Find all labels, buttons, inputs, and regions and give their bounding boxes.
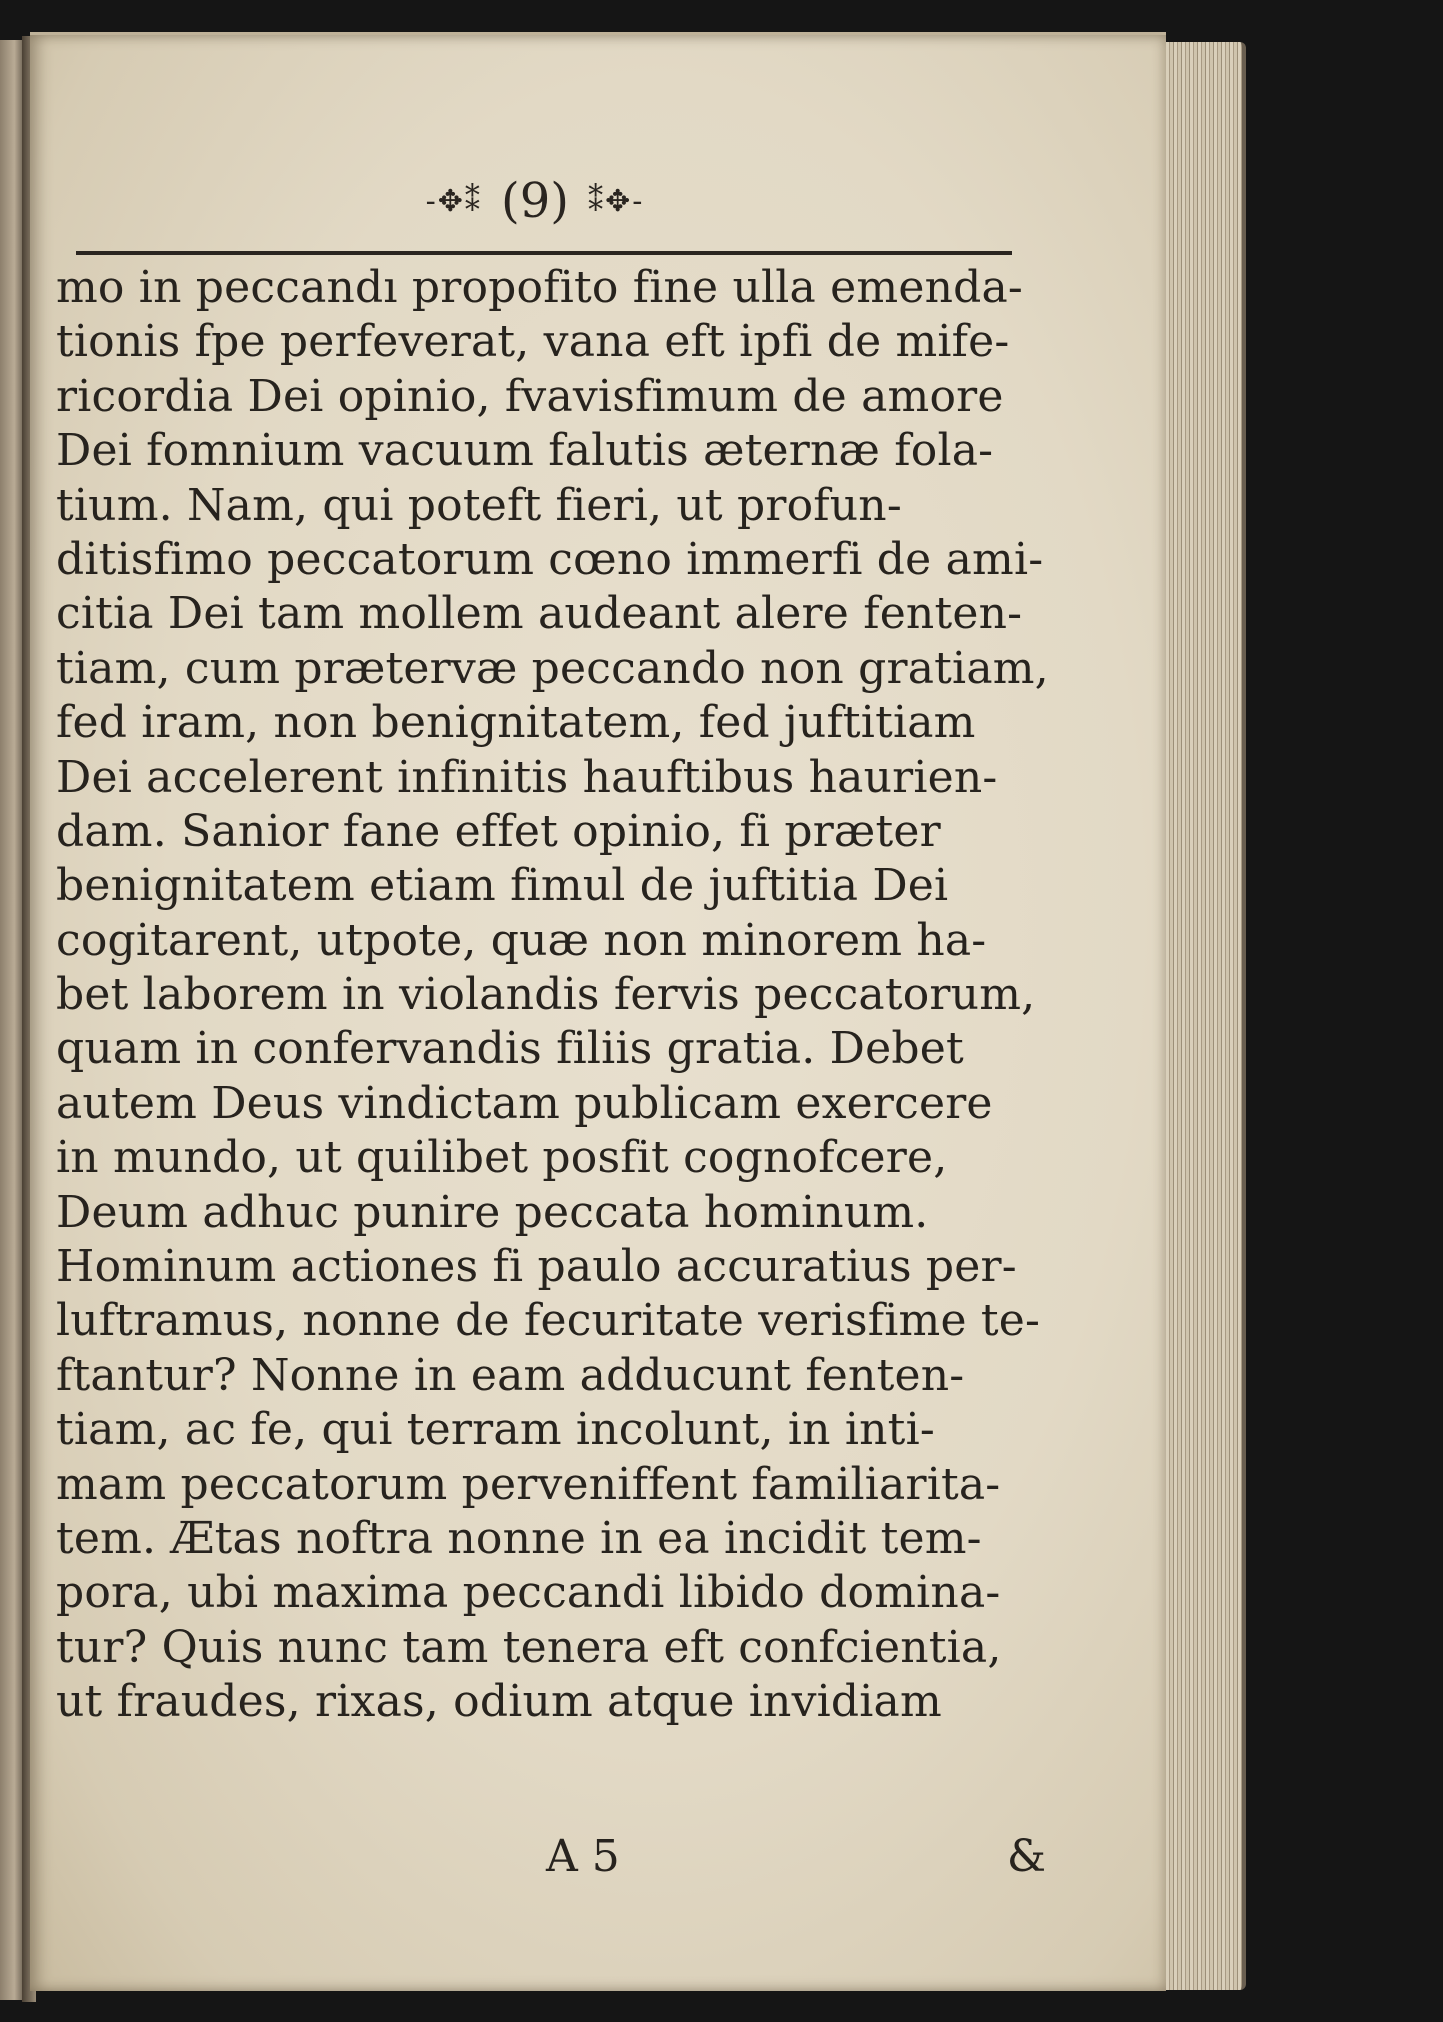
text-line: autem Deus vindictam publicam exercere — [56, 1077, 993, 1129]
text-line: dam. Sanior fane effet opinio, fi præter — [56, 805, 941, 857]
text-line: pora, ubi maxima peccandi libido domina- — [56, 1567, 1001, 1619]
text-line: Deum adhuc punire peccata hominum. — [56, 1186, 929, 1238]
text-line: tium. Nam, qui poteft fieri, ut profun- — [56, 479, 902, 531]
text-line: ricordia Dei opinio, fvavisfimum de amore — [56, 370, 1004, 422]
text-line: bet laborem in violandis fervis peccatorum, — [56, 969, 1036, 1021]
signature-mark: A 5 — [546, 1831, 620, 1882]
text-line: cogitarent, utpote, quæ non minorem ha- — [56, 914, 987, 966]
text-line: fed iram, non benignitatem, fed juftitiam — [56, 697, 976, 749]
text-line: mam peccatorum perveniffent familiarita- — [56, 1458, 1001, 1510]
text-line: ut fraudes, rixas, odium atque invidiam — [56, 1676, 942, 1728]
text-line: tionis fpe perfeverat, vana eft ipfi de mife- — [56, 316, 1010, 368]
page-number: (9) — [501, 173, 569, 229]
text-line: mo in peccandı propofito fine ulla emenda- — [56, 262, 1023, 313]
text-line: luftramus, nonne de fecuritate verisfime te- — [56, 1295, 1041, 1347]
running-header — [30, 173, 1040, 229]
text-line: tiam, ac fe, qui terram incolunt, in inti- — [56, 1404, 935, 1456]
text-line: Hominum actiones fi paulo accuratius per- — [56, 1241, 1017, 1293]
text-line: quam in confervandis filiis gratia. Debet — [56, 1023, 964, 1075]
text-line: in mundo, ut quilibet posfit cognofcere, — [56, 1132, 948, 1184]
text-line: tem. Ætas noftra nonne in ea incidit tem- — [56, 1512, 982, 1564]
text-line: ditisfimo peccatorum cœno immerfi de ami- — [56, 533, 1044, 585]
text-line: citia Dei tam mollem audeant alere fenten- — [56, 588, 1023, 640]
catchword: & — [1006, 1831, 1046, 1882]
text-line: ftantur? Nonne in eam adducunt fenten- — [56, 1349, 965, 1401]
text-line: Dei accelerent infinitis hauftibus haurien- — [56, 751, 998, 803]
header-ornament-left: -✥⁑ — [425, 183, 482, 219]
text-line: tur? Quis nunc tam tenera eft confcientia, — [56, 1621, 1002, 1673]
header-ornament-right: ⁑✥- — [588, 183, 645, 219]
text-line: benignitatem etiam fimul de juftitia Dei — [56, 860, 949, 912]
text-line: tiam, cum prætervæ peccando non gratiam, — [56, 642, 1049, 694]
header-rule — [76, 251, 1012, 255]
body-text — [56, 261, 1049, 1730]
page-footer — [56, 1831, 1046, 1891]
text-line: Dei fomnium vacuum falutis æternæ fola- — [56, 425, 994, 477]
book-page — [30, 32, 1166, 1991]
